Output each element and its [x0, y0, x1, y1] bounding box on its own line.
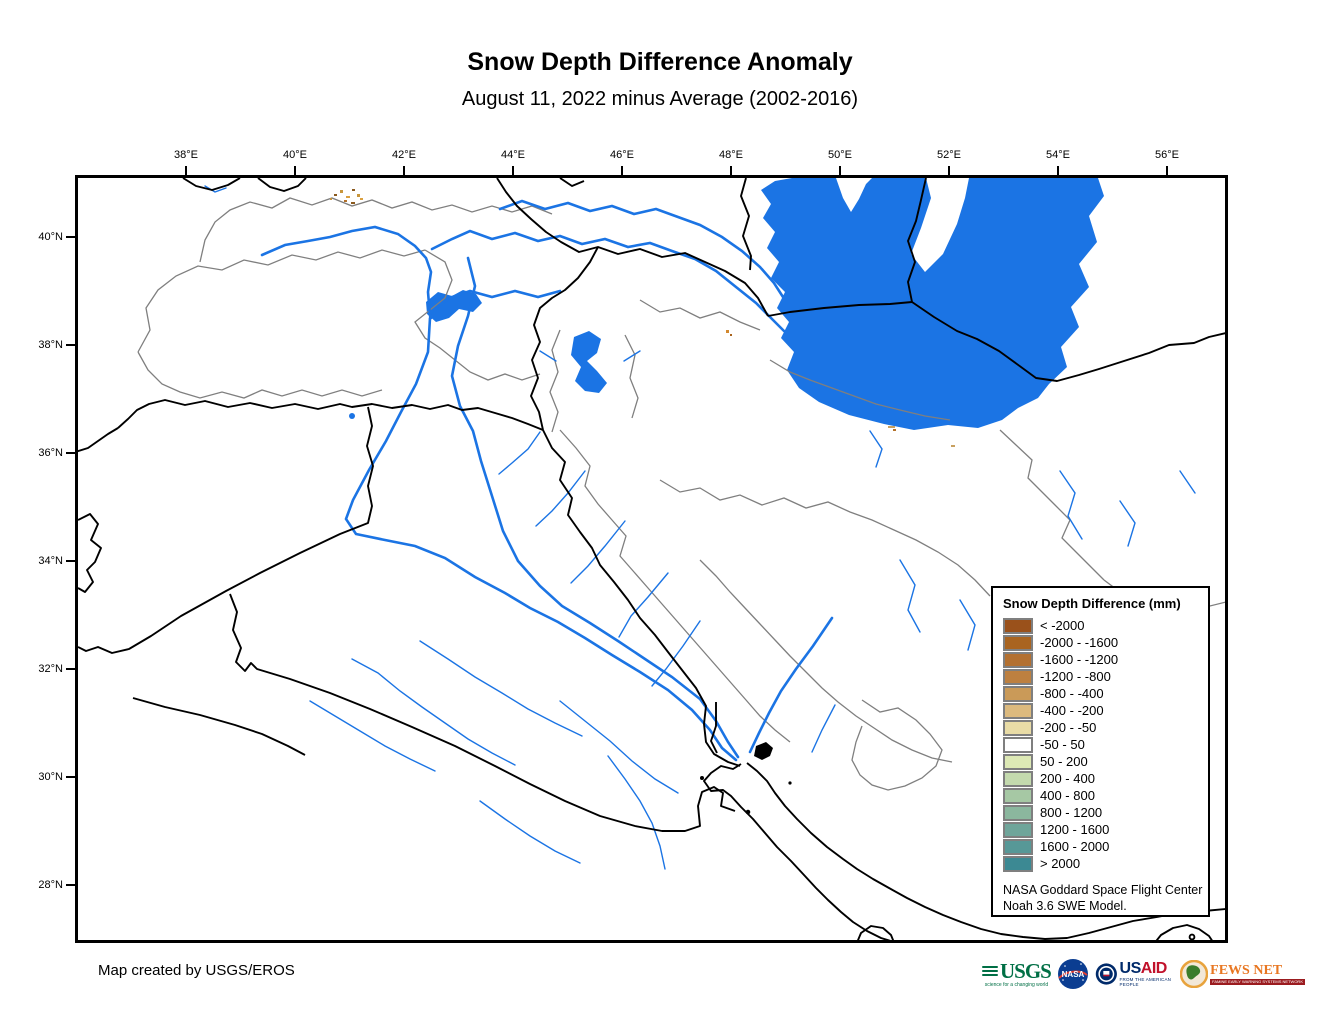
usaid-tagline: FROM THE AMERICAN PEOPLE: [1119, 977, 1172, 987]
aras-river: [432, 231, 784, 331]
top-tick-5: [730, 166, 732, 175]
left-tick-4: [66, 668, 75, 670]
top-tick-4: [621, 166, 623, 175]
usgs-logo: [982, 958, 1051, 988]
legend-swatch: [1003, 771, 1033, 787]
top-tick-0: [185, 166, 187, 175]
legend-item: [1003, 634, 1208, 651]
legend-item: [1003, 838, 1208, 855]
fewsnet-globe-icon: [1180, 960, 1208, 988]
legend-items: [1003, 617, 1208, 872]
left-tick-2: [66, 452, 75, 454]
legend-label: < -2000: [1040, 618, 1085, 633]
legend-label: > 2000: [1040, 856, 1081, 871]
svg-text:NASA: NASA: [1061, 970, 1085, 979]
top-tick-7: [948, 166, 950, 175]
top-tick-label: 52°E: [937, 149, 961, 161]
left-tick-label: 34°N: [38, 555, 63, 567]
legend-swatch: [1003, 703, 1033, 719]
legend-title: Snow Depth Difference (mm): [1003, 596, 1181, 611]
legend-swatch: [1003, 805, 1033, 821]
legend-item: [1003, 651, 1208, 668]
legend-swatch: [1003, 686, 1033, 702]
legend-label: -200 - -50: [1040, 720, 1097, 735]
logo-strip: [982, 952, 1303, 996]
map-credit: Map created by USGS/EROS: [98, 962, 295, 979]
top-tick-label: 50°E: [828, 149, 852, 161]
page-subtitle: August 11, 2022 minus Average (2002-2016): [461, 88, 859, 110]
strait-island: [1190, 935, 1195, 940]
legend-note: [1003, 882, 1208, 914]
top-tick-6: [839, 166, 841, 175]
legend-label: -1200 - -800: [1040, 669, 1111, 684]
page-title: Snow Depth Difference Anomaly: [467, 48, 853, 76]
legend-item: [1003, 855, 1208, 872]
legend-swatch: [1003, 669, 1033, 685]
top-tick-label: 38°E: [174, 149, 198, 161]
left-tick-label: 30°N: [38, 771, 63, 783]
nasa-meatball-icon: [1057, 958, 1089, 990]
legend-item: [1003, 719, 1208, 736]
left-tick-0: [66, 236, 75, 238]
legend-item: [1003, 617, 1208, 634]
legend-label: 800 - 1200: [1040, 805, 1103, 820]
usgs-waves-icon: [982, 964, 998, 978]
left-tick-label: 40°N: [38, 231, 63, 243]
top-tick-label: 44°E: [501, 149, 525, 161]
legend-swatch: [1003, 652, 1033, 668]
legend-swatch: [1003, 618, 1033, 634]
top-tick-label: 42°E: [392, 149, 416, 161]
legend-label: -1600 - -1200: [1040, 652, 1119, 667]
tigris-river: [452, 258, 738, 757]
legend-swatch: [1003, 822, 1033, 838]
legend-label: 1600 - 2000: [1040, 839, 1110, 854]
lake-urmia: [571, 331, 607, 393]
legend-swatch: [1003, 635, 1033, 651]
legend-item: [1003, 804, 1208, 821]
top-tick-label: 46°E: [610, 149, 634, 161]
left-tick-6: [66, 884, 75, 886]
top-tick-1: [294, 166, 296, 175]
nasa-logo: [1057, 958, 1089, 990]
top-tick-label: 56°E: [1155, 149, 1179, 161]
top-tick-9: [1166, 166, 1168, 175]
legend-label: -400 - -200: [1040, 703, 1104, 718]
legend-label: -50 - 50: [1040, 737, 1085, 752]
left-tick-label: 28°N: [38, 879, 63, 891]
legend-label: -2000 - -1600: [1040, 635, 1119, 650]
legend-item: [1003, 668, 1208, 685]
legend-item: [1003, 702, 1208, 719]
left-tick-label: 32°N: [38, 663, 63, 675]
legend-item: [1003, 685, 1208, 702]
legend-label: 200 - 400: [1040, 771, 1095, 786]
top-tick-label: 48°E: [719, 149, 743, 161]
legend-swatch: [1003, 839, 1033, 855]
legend-label: 1200 - 1600: [1040, 822, 1110, 837]
left-tick-1: [66, 344, 75, 346]
legend-item: [1003, 821, 1208, 838]
top-tick-2: [403, 166, 405, 175]
legend-item: [1003, 770, 1208, 787]
legend-item: [1003, 753, 1208, 770]
left-tick-3: [66, 560, 75, 562]
left-tick-5: [66, 776, 75, 778]
lakes: [349, 290, 607, 419]
top-tick-label: 54°E: [1046, 149, 1070, 161]
legend-note-line1: NASA Goddard Space Flight Center: [1003, 883, 1203, 897]
usaid-logo: [1095, 959, 1174, 989]
legend-label: 50 - 200: [1040, 754, 1088, 769]
legend-swatch: [1003, 788, 1033, 804]
left-tick-label: 36°N: [38, 447, 63, 459]
legend-item: [1003, 736, 1208, 753]
legend-swatch: [1003, 720, 1033, 736]
legend-note-line2: Noah 3.6 SWE Model.: [1003, 899, 1127, 913]
usgs-wordmark: USGS: [1000, 958, 1051, 983]
legend-swatch: [1003, 856, 1033, 872]
legend-label: -800 - -400: [1040, 686, 1104, 701]
caspian-sea: [761, 178, 1104, 430]
legend: [991, 586, 1210, 917]
left-tick-label: 38°N: [38, 339, 63, 351]
top-tick-label: 40°E: [283, 149, 307, 161]
karasu-river: [262, 227, 431, 316]
usaid-seal-icon: [1095, 959, 1118, 989]
usgs-tagline: science for a changing world: [984, 981, 1049, 988]
usaid-wordmark: USAID: [1119, 960, 1167, 977]
legend-label: 400 - 800: [1040, 788, 1095, 803]
small-lake: [349, 413, 355, 419]
legend-swatch: [1003, 737, 1033, 753]
top-tick-8: [1057, 166, 1059, 175]
legend-swatch: [1003, 754, 1033, 770]
fewsnet-wordmark: FEWS NET: [1210, 962, 1283, 978]
top-tick-3: [512, 166, 514, 175]
fewsnet-banner: FAMINE EARLY WARNING SYSTEMS NETWORK: [1212, 978, 1303, 984]
legend-item: [1003, 787, 1208, 804]
fewsnet-logo: [1180, 960, 1305, 988]
